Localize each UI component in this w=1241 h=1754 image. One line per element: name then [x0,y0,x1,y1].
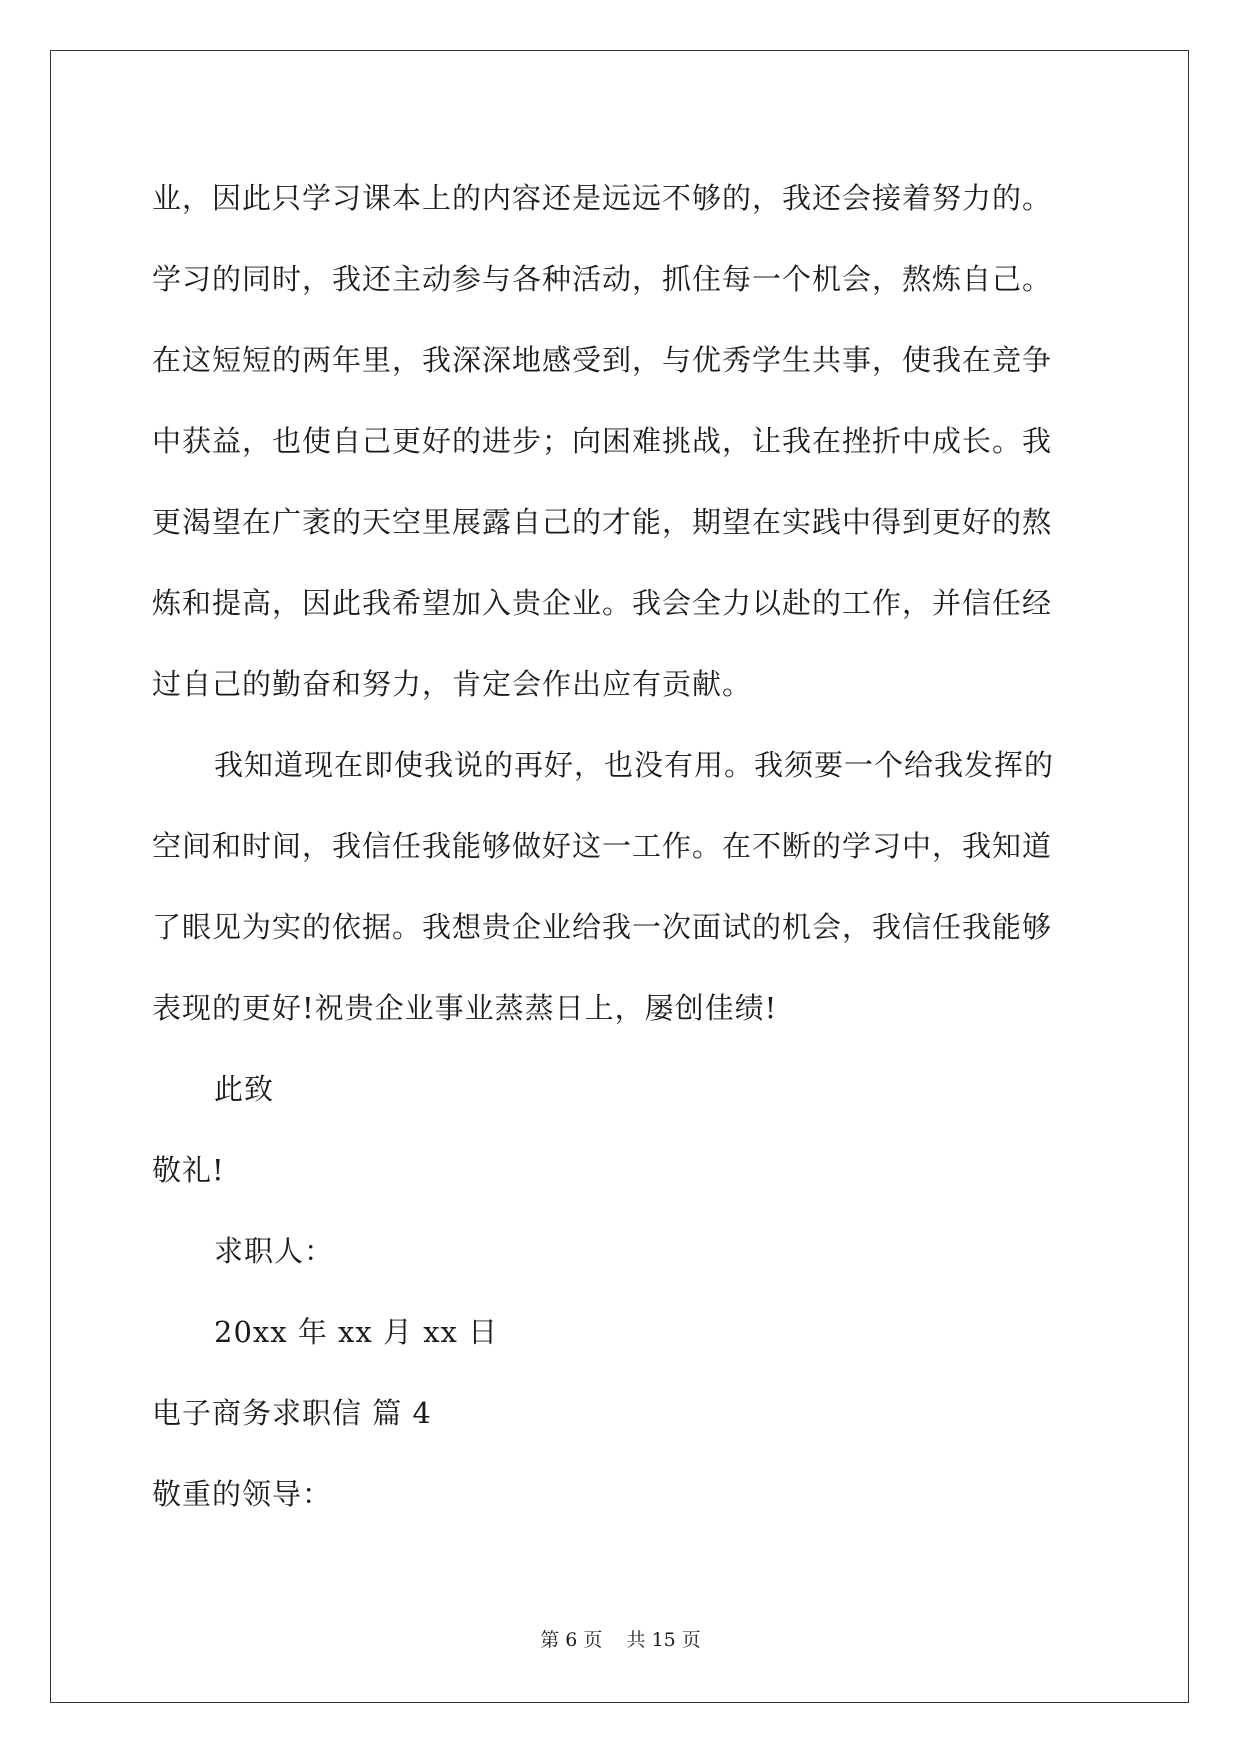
text-line: 了眼见为实的依据。我想贵企业给我一次面试的机会，我信任我能够 [152,910,1053,944]
salutation-line: 敬礼! [152,1153,225,1187]
signature-line: 求职人： [214,1234,335,1268]
text-line: 过自己的勤奋和努力，肯定会作出应有贡献。 [152,667,753,701]
text-line: 在这短短的两年里，我深深地感受到，与优秀学生共事，使我在竞争 [152,343,1053,377]
text-line: 我知道现在即使我说的再好，也没有用。我须要一个给我发挥的 [214,748,1055,782]
page-footer [0,1628,1241,1652]
document-body [152,158,1088,1535]
closing-line: 此致 [214,1072,275,1106]
text-line: 业，因此只学习课本上的内容还是远远不够的，我还会接着努力的。 [152,181,1053,215]
page-total: 共 15 页 [626,1629,701,1651]
page-number: 第 6 页 [540,1629,603,1651]
text-line: 学习的同时，我还主动参与各种活动，抓住每一个机会，熬炼自己。 [152,262,1053,296]
text-line: 表现的更好!祝贵企业事业蒸蒸日上，屡创佳绩! [152,991,778,1025]
text-line: 空间和时间，我信任我能够做好这一工作。在不断的学习中，我知道 [152,829,1053,863]
date-line: 20xx 年 xx 月 xx 日 [214,1315,499,1349]
text-line: 炼和提高，因此我希望加入贵企业。我会全力以赴的工作，并信任经 [152,586,1053,620]
text-line: 更渴望在广袤的天空里展露自己的才能，期望在实践中得到更好的熬 [152,505,1053,539]
section-heading: 电子商务求职信 篇 4 [152,1396,432,1430]
greeting-line: 敬重的领导： [152,1477,333,1511]
text-line: 中获益，也使自己更好的进步；向困难挑战，让我在挫折中成长。我 [152,424,1053,458]
